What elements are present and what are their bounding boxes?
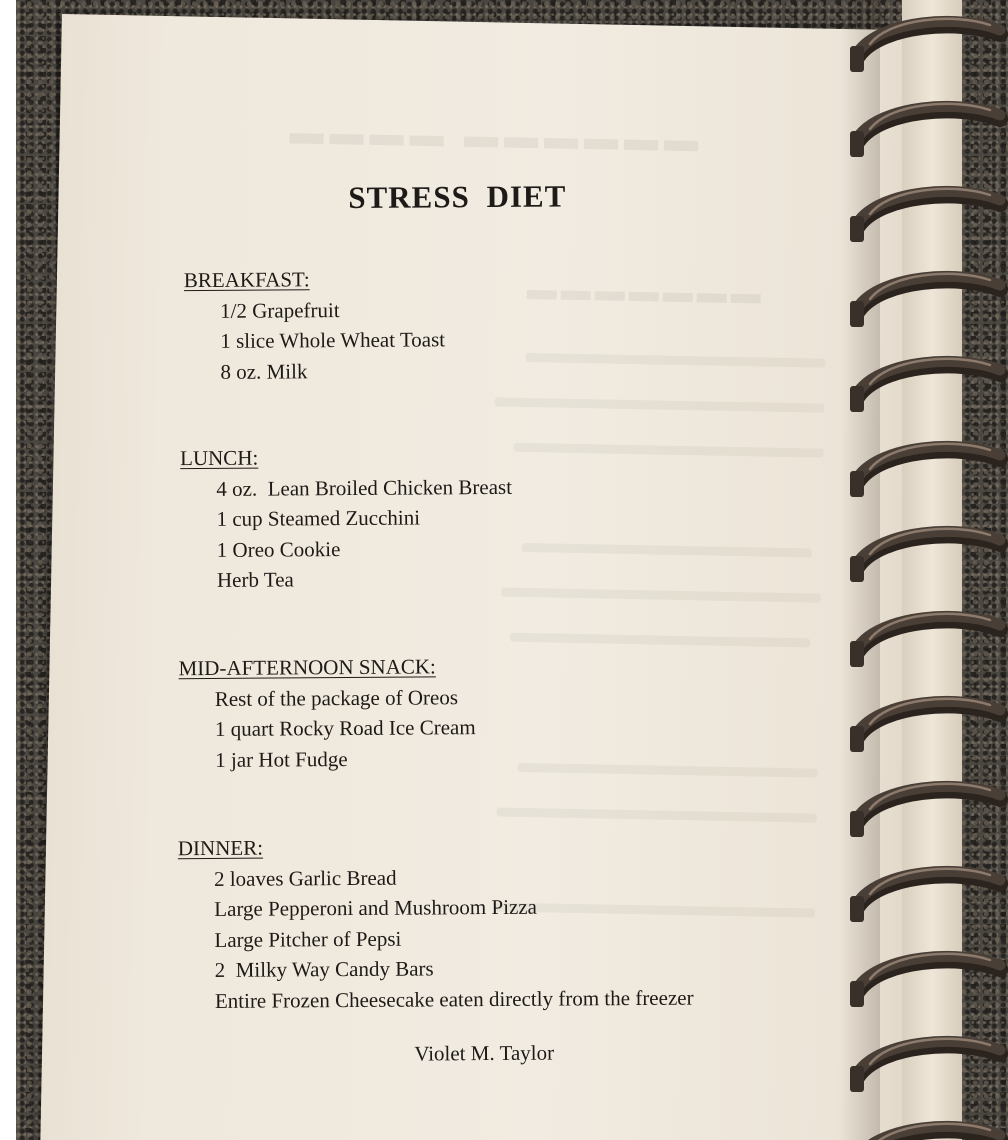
binding-coil bbox=[850, 954, 1000, 1007]
section-breakfast bbox=[184, 263, 446, 387]
page-title: STRESS DIET bbox=[348, 178, 567, 216]
menu-item: Large Pitcher of Pepsi bbox=[214, 926, 402, 952]
menu-item: 1 Oreo Cookie bbox=[216, 536, 341, 562]
menu-item: Herb Tea bbox=[216, 567, 294, 592]
section-heading: LUNCH: bbox=[180, 445, 259, 471]
menu-item: Rest of the package of Oreos bbox=[214, 684, 459, 711]
menu-item: 4 oz. Lean Broiled Chicken Breast bbox=[216, 474, 513, 501]
booklet-page bbox=[40, 14, 962, 1140]
show-through-text: ▬▬▬▬▬▬▬ bbox=[526, 272, 766, 311]
binding-coil bbox=[850, 1039, 1000, 1092]
spiral-binding-icon bbox=[840, 0, 1008, 1140]
show-through-line bbox=[497, 807, 817, 822]
menu-item: 2 loaves Garlic Bread bbox=[213, 865, 397, 891]
binding-coil bbox=[850, 784, 1000, 837]
author-credit: Violet M. Taylor bbox=[414, 1040, 555, 1066]
show-through-line bbox=[501, 588, 821, 603]
menu-item: 1 jar Hot Fudge bbox=[215, 746, 348, 772]
menu-list bbox=[178, 859, 819, 1016]
section-lunch bbox=[180, 441, 513, 596]
section-dinner bbox=[178, 829, 819, 1016]
show-through-line bbox=[510, 633, 810, 648]
menu-item: 2 Milky Way Candy Bars bbox=[214, 956, 434, 982]
binding-coil bbox=[850, 869, 1000, 922]
menu-list bbox=[184, 294, 445, 387]
binding-coil bbox=[850, 699, 1000, 752]
show-through-line bbox=[518, 763, 818, 778]
section-mid-afternoon-snack bbox=[178, 651, 476, 775]
binding-coil bbox=[850, 1124, 1000, 1140]
show-through-line bbox=[514, 443, 824, 458]
menu-list bbox=[179, 682, 476, 776]
binding-coil bbox=[850, 359, 1000, 412]
menu-item: 1 cup Steamed Zucchini bbox=[216, 505, 421, 531]
section-heading: MID-AFTERNOON SNACK: bbox=[178, 654, 436, 681]
menu-list bbox=[180, 471, 513, 595]
show-through-line bbox=[525, 353, 825, 368]
binding-coil bbox=[850, 614, 1000, 667]
menu-item: 1 slice Whole Wheat Toast bbox=[220, 327, 446, 353]
binding-coil bbox=[850, 274, 1000, 327]
binding-coil bbox=[850, 529, 1000, 582]
section-heading: DINNER: bbox=[177, 835, 264, 861]
show-through-line bbox=[522, 543, 812, 558]
binding-coil bbox=[850, 444, 1000, 497]
menu-item: Entire Frozen Cheesecake eaten directly from the freezer bbox=[214, 985, 694, 1013]
binding-coil bbox=[850, 104, 1000, 157]
menu-item: 8 oz. Milk bbox=[220, 358, 308, 384]
binding-coil bbox=[850, 19, 1000, 72]
show-through-line bbox=[495, 397, 825, 412]
section-heading: BREAKFAST: bbox=[183, 267, 310, 293]
menu-item: 1/2 Grapefruit bbox=[219, 297, 340, 323]
menu-item: 1 quart Rocky Road Ice Cream bbox=[214, 715, 476, 741]
binding-coil bbox=[850, 189, 1000, 242]
menu-item: Large Pepperoni and Mushroom Pizza bbox=[214, 894, 538, 921]
show-through-text: ▬▬▬▬ ▬▬▬▬▬▬ bbox=[289, 114, 705, 160]
spiral-binding bbox=[840, 0, 1008, 1140]
